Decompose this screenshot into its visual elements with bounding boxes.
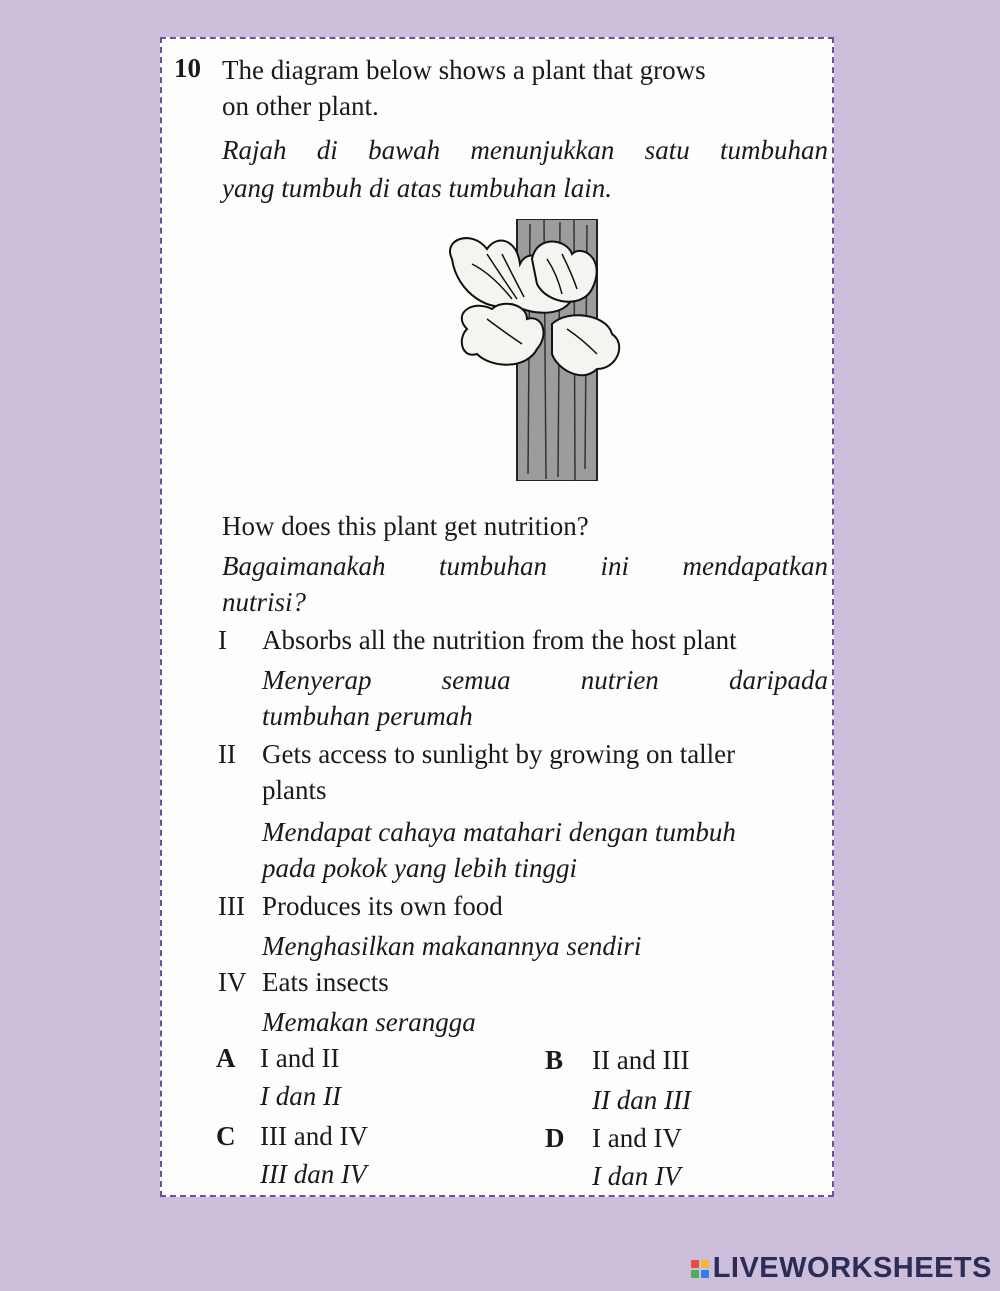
answer-a-en[interactable]: I and II (260, 1043, 340, 1073)
question-prompt-ms-line-2: nutrisi? (222, 587, 307, 617)
statement-ms-line: Mendapat cahaya matahari dengan tumbuh (262, 817, 736, 847)
statement-numeral: IV (218, 967, 247, 997)
question-stem-ms-line-1: Rajah di bawah menunjukkan satu tumbuhan (222, 135, 828, 165)
question-prompt-ms-line-1: Bagaimanakah tumbuhan ini mendapatkan (222, 551, 828, 581)
question-card (160, 37, 834, 1197)
statement-ms-line: Menyerap semua nutrien daripada (262, 665, 828, 695)
statement-ms-line: pada pokok yang lebih tinggi (262, 853, 577, 883)
statement-numeral: III (218, 891, 245, 921)
liveworksheets-logo-icon (691, 1260, 709, 1278)
answer-c-en[interactable]: III and IV (260, 1121, 368, 1151)
liveworksheets-brand-text: LIVEWORKSHEETS (712, 1252, 992, 1284)
answer-letter-c[interactable]: C (216, 1121, 236, 1151)
question-stem-en-line-2: on other plant. (222, 91, 379, 121)
answer-b-ms[interactable]: II dan III (592, 1085, 691, 1115)
statement-en-line: Eats insects (262, 967, 389, 997)
epiphyte-plant-illustration (432, 219, 632, 481)
answer-letter-a[interactable]: A (216, 1043, 236, 1073)
statement-en-line: plants (262, 775, 327, 805)
answer-c-ms[interactable]: III dan IV (260, 1159, 367, 1189)
question-prompt-en: How does this plant get nutrition? (222, 511, 589, 541)
statement-ms-line: tumbuhan perumah (262, 701, 473, 731)
statement-ms-line: Menghasilkan makanannya sendiri (262, 931, 642, 961)
answer-b-en[interactable]: II and III (592, 1045, 690, 1075)
answer-d-ms[interactable]: I dan IV (592, 1161, 681, 1191)
question-number: 10 (174, 53, 201, 83)
statement-en-line: Produces its own food (262, 891, 503, 921)
statement-en-line: Absorbs all the nutrition from the host plant (262, 625, 737, 655)
statement-numeral: II (218, 739, 236, 769)
liveworksheets-logo[interactable] (691, 1252, 992, 1285)
question-stem-ms-line-2: yang tumbuh di atas tumbuhan lain. (222, 173, 612, 203)
statement-ms-line: Memakan serangga (262, 1007, 476, 1037)
answer-letter-b[interactable]: B (545, 1045, 564, 1075)
answer-letter-d[interactable]: D (545, 1123, 565, 1153)
answer-a-ms[interactable]: I dan II (260, 1081, 341, 1111)
statement-en-line: Gets access to sunlight by growing on taller (262, 739, 736, 769)
question-stem-en-line-1: The diagram below shows a plant that grows (222, 55, 706, 85)
answer-d-en[interactable]: I and IV (592, 1123, 682, 1153)
statement-numeral: I (218, 625, 227, 655)
